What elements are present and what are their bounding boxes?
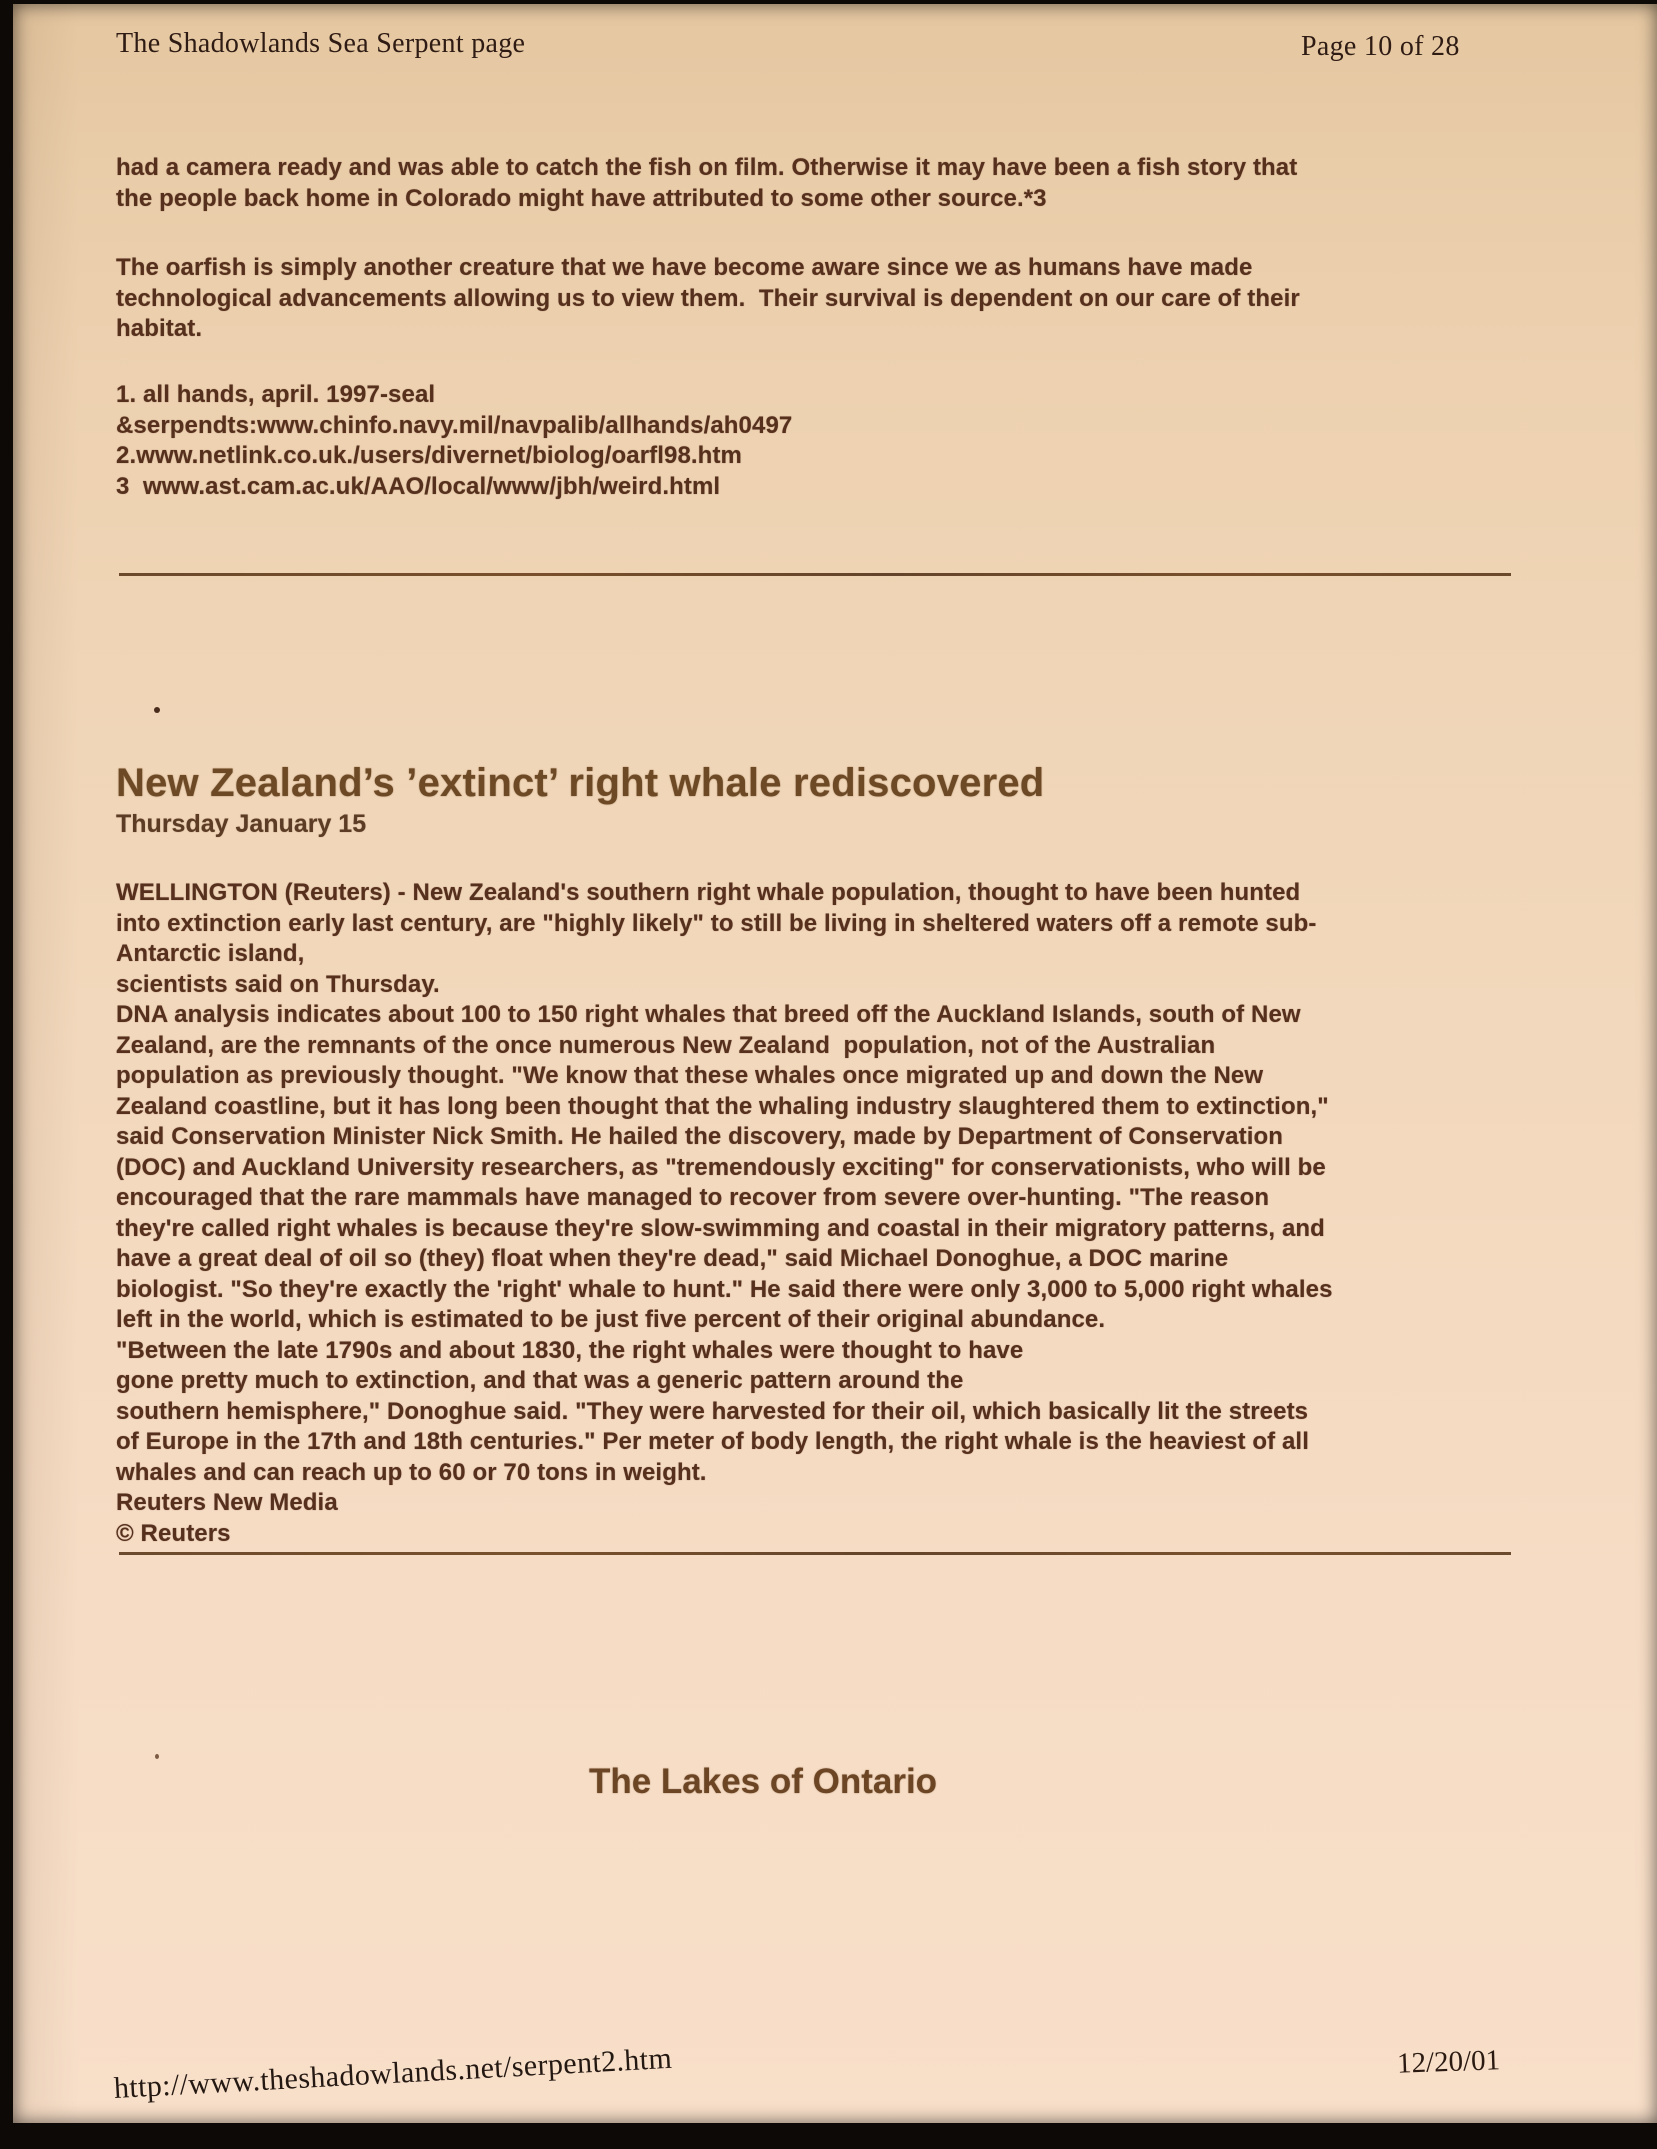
horizontal-divider (119, 573, 1511, 576)
article-headline: New Zealand’s ’extinct’ right whale rediscovered (116, 761, 1045, 805)
article-line: "Between the late 1790s and about 1830, the right whales were thought to have (116, 1336, 1024, 1364)
footer-date: 12/20/01 (1396, 2044, 1501, 2080)
article-line: biologist. "So they're exactly the 'right' whale to hunt." He said there were only 3,000 to 5,000 right whales (116, 1275, 1333, 1303)
reference-line: 2.www.netlink.co.uk./users/divernet/biolog/oarfl98.htm (116, 442, 742, 469)
text-line: The oarfish is simply another creature that we have become aware since we as humans have made (116, 254, 1253, 281)
text-line: the people back home in Colorado might have attributed to some other source.*3 (116, 184, 1047, 212)
article-line: said Conservation Minister Nick Smith. He hailed the discovery, made by Department of Conservation (116, 1123, 1283, 1150)
stray-ink-dot (155, 1754, 159, 1759)
text-line: technological advancements allowing us to view them. Their survival is dependent on our care of their (116, 284, 1300, 312)
article-line: scientists said on Thursday. (116, 970, 440, 998)
article-body (116, 878, 1536, 1549)
footer-url: http://www.theshadowlands.net/serpent2.htm (113, 2041, 674, 2105)
oarfish-paragraph-1 (116, 153, 1536, 214)
reference-list (116, 380, 1536, 502)
article-credit-line: Reuters New Media (116, 1489, 338, 1516)
article-line: Antarctic island, (116, 940, 305, 967)
article-copyright-line: © Reuters (116, 1519, 231, 1547)
reference-line: &serpendts:www.chinfo.navy.mil/navpalib/allhands/ah0497 (116, 411, 793, 439)
article-line: (DOC) and Auckland University researchers, as "tremendously exciting" for conservationists, who will be (116, 1153, 1326, 1181)
article-line: encouraged that the rare mammals have managed to recover from severe over-hunting. "The reason (116, 1184, 1270, 1211)
article-line: WELLINGTON (Reuters) - New Zealand's southern right whale population, thought to have been hunted (116, 879, 1301, 906)
page-title: The Shadowlands Sea Serpent page (116, 28, 526, 59)
article-line: DNA analysis indicates about 100 to 150 right whales that breed off the Auckland Islands, south of New (116, 1001, 1301, 1028)
article-dateline: Thursday January 15 (116, 810, 367, 838)
stray-ink-dot (154, 707, 160, 713)
reference-line: 3 www.ast.cam.ac.uk/AAO/local/www/jbh/weird.html (116, 472, 721, 500)
article-line: they're called right whales is because they're slow-swimming and coastal in their migratory patterns, and (116, 1214, 1325, 1242)
section-title-lakes-of-ontario: The Lakes of Ontario (588, 1762, 938, 1801)
article-line: into extinction early last century, are "highly likely" to still be living in sheltered waters off a remote sub- (116, 909, 1317, 937)
reference-line: 1. all hands, april. 1997-seal (116, 381, 436, 408)
article-line: population as previously thought. "We know that these whales once migrated up and down the New (116, 1062, 1264, 1089)
scanned-page (13, 4, 1657, 2123)
article-line: southern hemisphere," Donoghue said. "They were harvested for their oil, which basically lit the streets (116, 1397, 1309, 1425)
article-line: Zealand, are the remnants of the once numerous New Zealand population, not of the Australian (116, 1031, 1216, 1059)
oarfish-paragraph-2 (116, 253, 1536, 345)
article-line: whales and can reach up to 60 or 70 tons in weight. (116, 1458, 707, 1486)
horizontal-divider (119, 1552, 1511, 1555)
article-line: have a great deal of oil so (they) float when they're dead," said Michael Donoghue, a DOC marine (116, 1245, 1229, 1272)
article-line: left in the world, which is estimated to be just five percent of their original abundance. (116, 1306, 1106, 1333)
article-line: of Europe in the 17th and 18th centuries." Per meter of body length, the right whale is the heaviest of all (116, 1428, 1309, 1455)
text-line: habitat. (116, 315, 203, 342)
article-line: Zealand coastline, but it has long been thought that the whaling industry slaughtered them to extinction," (116, 1092, 1329, 1120)
text-line: had a camera ready and was able to catch the fish on film. Otherwise it may have been a fish story that (116, 154, 1298, 181)
article-line: gone pretty much to extinction, and that was a generic pattern around the (116, 1367, 964, 1394)
page-number: Page 10 of 28 (1301, 31, 1460, 62)
